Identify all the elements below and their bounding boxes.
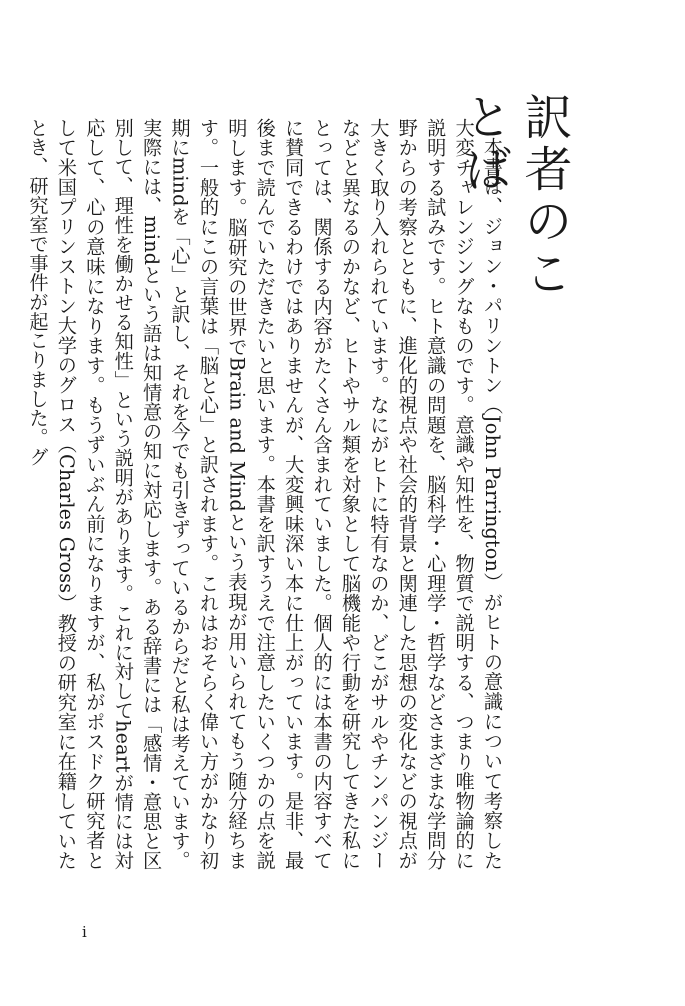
body-paragraph: 本書は、ジョン・パリントン（John Parrington）がヒトの意識について考察した大変チャレンジングなものです。意識や知性を、物質で説明する、つまり唯物論的に説明する試みです。ヒト意識の問題を、脳科学・心理学・哲学などさまざまな学問分野からの考察とともに、進化的視点や社会的背景と関連した思想の変化などの視点が大きく取り入れられています。なにがヒトに特有なのか、どこがサルやチンパンジーなどと異なるのかなど、ヒトやサル類を対象として脳機能や行動を研究してきた私にとっては、関係する内容がたくさん含まれていました。個人的には本書の内容すべてに賛同できるわけではありませんが、大変興味深い本に仕上がっています。是非、最後まで読んでいただきたいと思います。本書を訳すうえで注意したいくつかの点を説明します。脳研究の世界でBrain and Mindという表現が用いられてもう随分経ちます。一般的にこの言葉は「脳と心」と訳されます。これはおそらく偉い方がかなり初期にmindを「心」と訳し、それを今でも引きずっているからだと私は考えています。実際には、mindという語は知情意の知に対応します。ある辞書には「感情・意思と区別して、理性を働かせる知性」という説明があります。これに対してheartが情には対応して、心の意味になります。もうずいぶん前になりますが、私がポスドク研究者として米国プリンストン大学のグロス（Charles Gross）教授の研究室に在籍していたとき、研究室で事件が起こりました。グ xyxy=(26,118,504,870)
body-text xyxy=(26,118,506,870)
page-number: i xyxy=(82,923,87,941)
chapter-title: 訳者のことば xyxy=(456,92,572,300)
